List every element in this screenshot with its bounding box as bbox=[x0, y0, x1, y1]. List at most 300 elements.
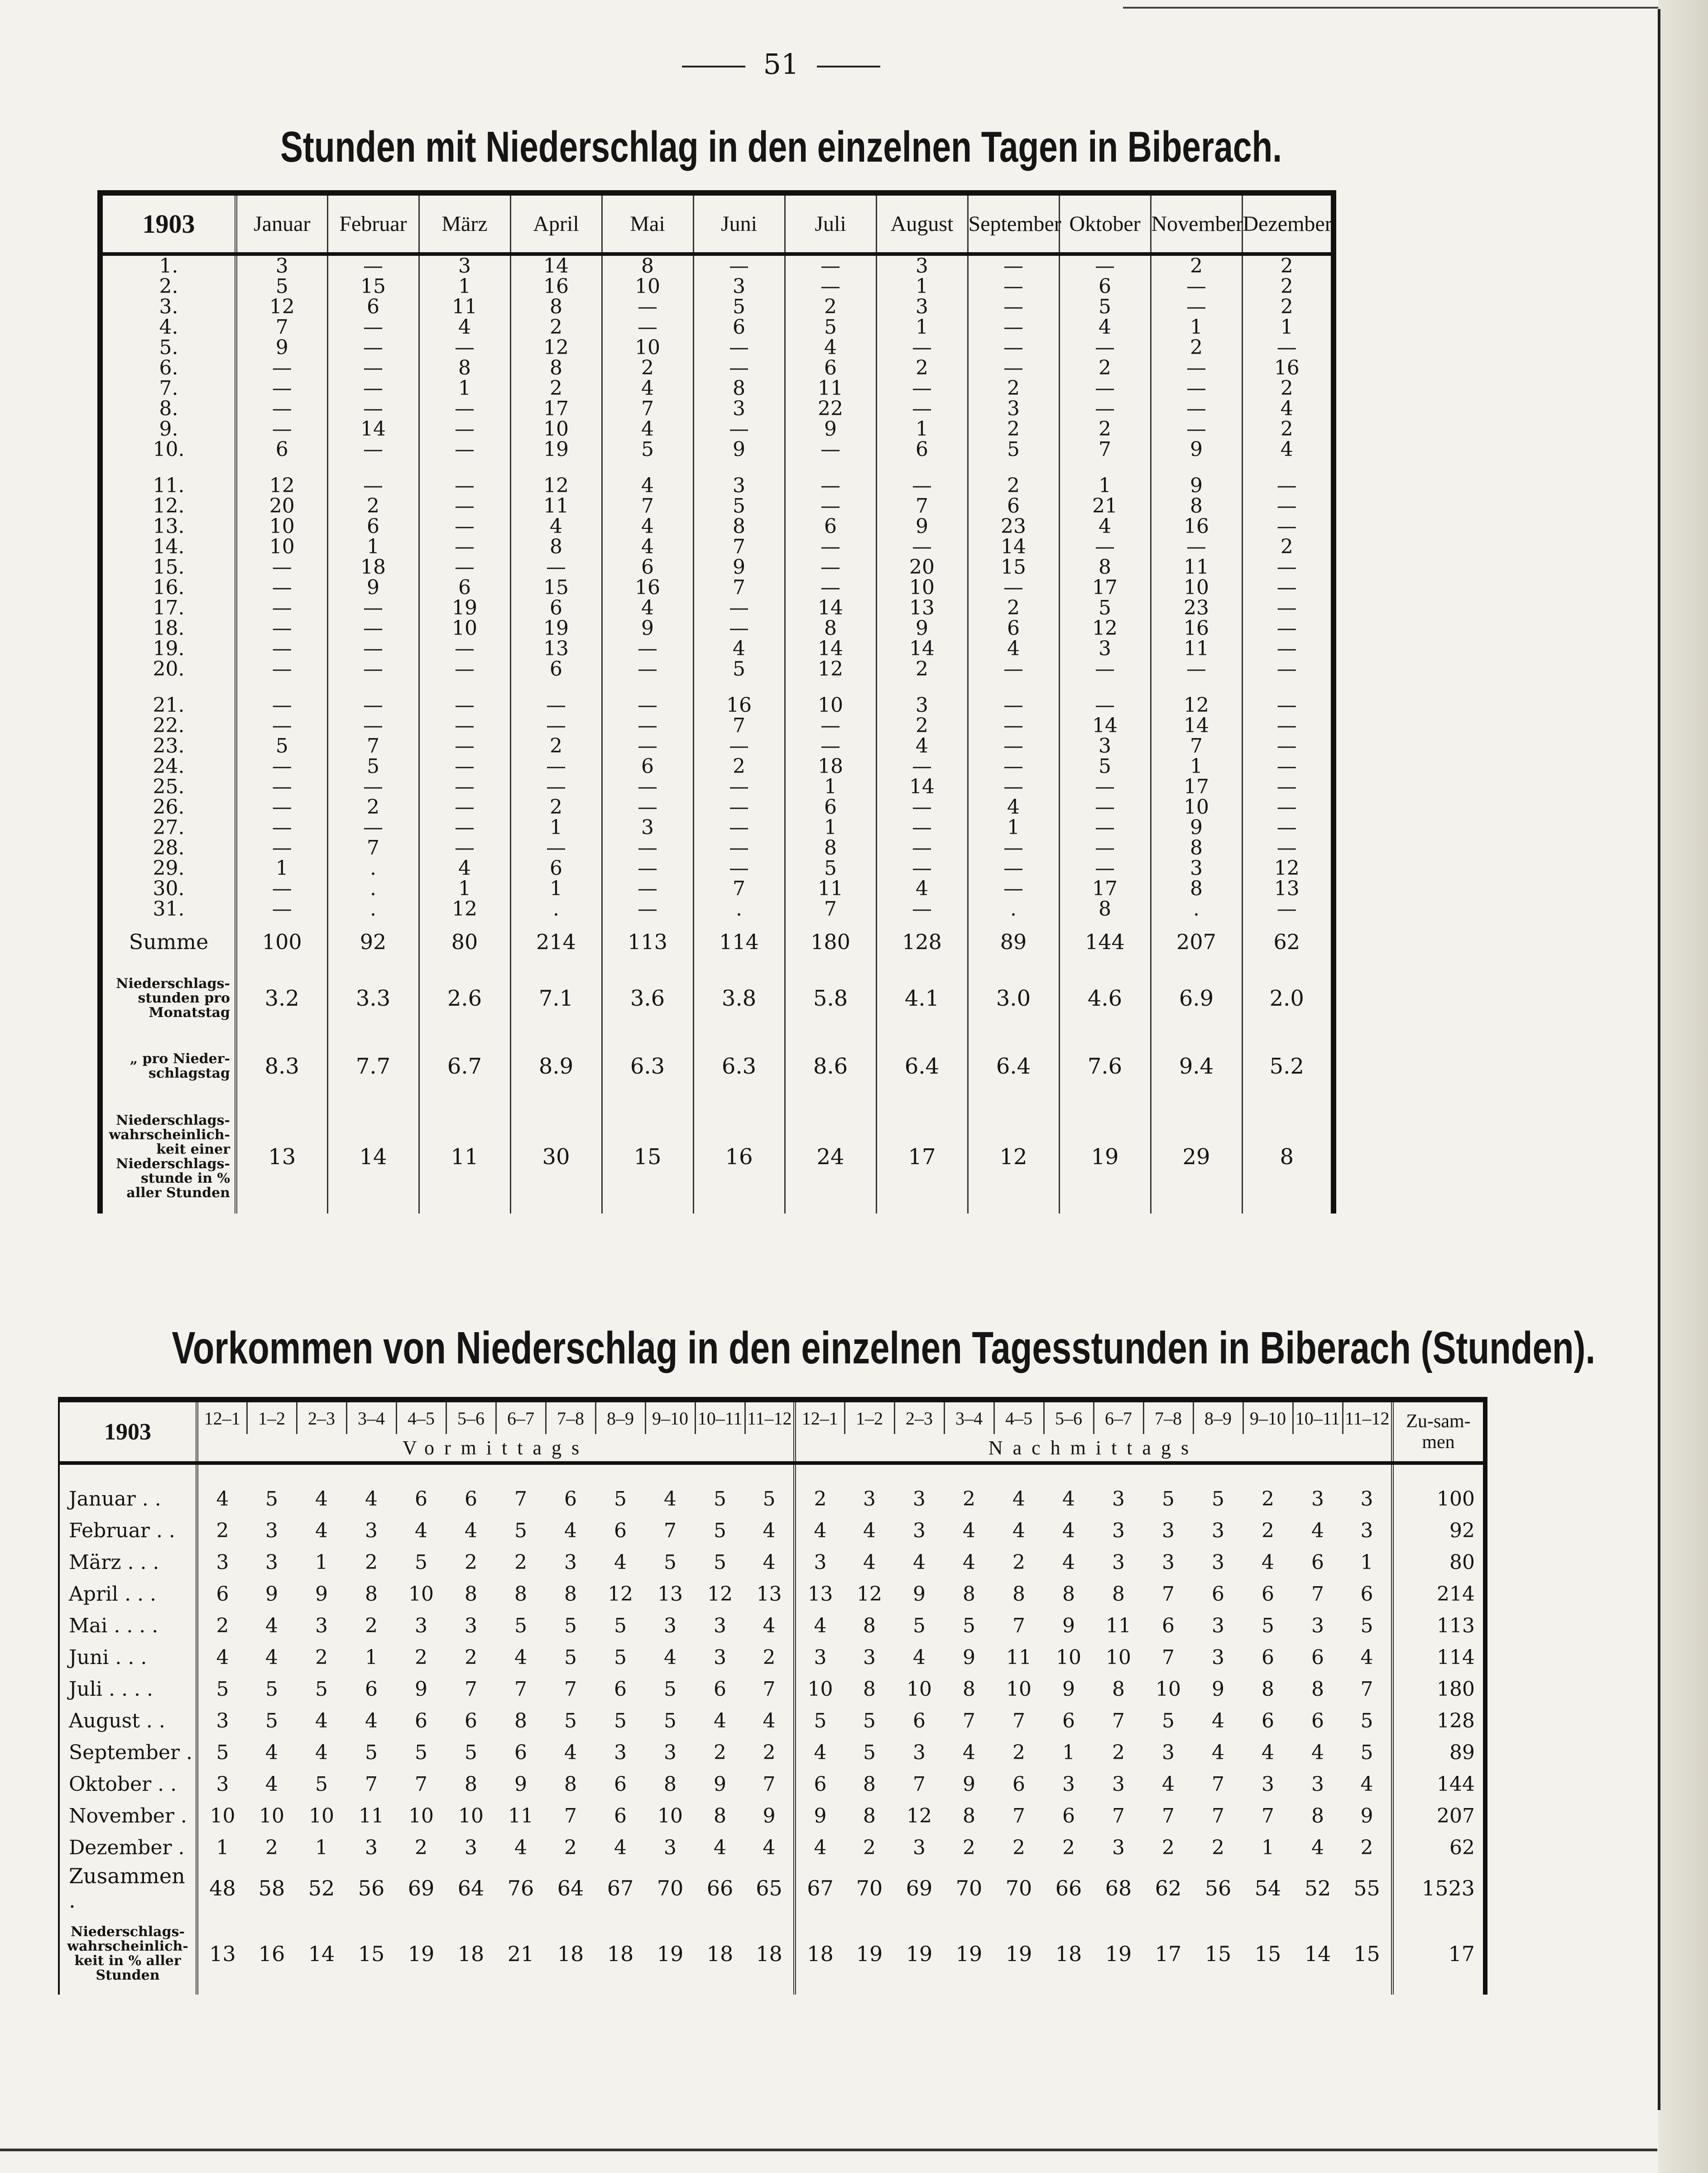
hour-value-cell: 12 bbox=[707, 1582, 733, 1606]
hour-value-cell: 4 bbox=[365, 1487, 378, 1511]
day-value-cell: — bbox=[1059, 817, 1151, 838]
hour-value-cell: 4 bbox=[1311, 1836, 1324, 1859]
day-row bbox=[100, 378, 1334, 398]
probability-row-value: 19 bbox=[657, 1942, 684, 1966]
zusammen-row-value: 58 bbox=[258, 1876, 285, 1900]
day-value-cell: — bbox=[236, 777, 327, 797]
hour-value-cell: 1 bbox=[1062, 1741, 1075, 1764]
hour-value-cell: 3 bbox=[714, 1614, 726, 1637]
day-value-cell: 5 bbox=[693, 297, 785, 317]
table2-hours-row bbox=[59, 1400, 1485, 1434]
day-label: 31. bbox=[100, 899, 236, 919]
day-value-cell: — bbox=[510, 756, 602, 777]
day-value-cell: 2 bbox=[968, 378, 1059, 398]
spacer-cell bbox=[785, 460, 876, 475]
hour-value-cell: 10 bbox=[795, 1673, 844, 1705]
day-value-cell: — bbox=[1059, 695, 1151, 715]
hour-value-cell: 8 bbox=[863, 1677, 876, 1701]
zusammen-row-value: 70 bbox=[657, 1876, 684, 1900]
day-value-cell: 12 bbox=[1242, 858, 1334, 878]
hour-value-cell: 5 bbox=[963, 1614, 975, 1637]
day-value-cell: — bbox=[876, 756, 968, 777]
day-value-cell: — bbox=[1242, 715, 1334, 736]
day-value-cell: 7 bbox=[1059, 439, 1151, 460]
day-value-cell: 4 bbox=[968, 797, 1059, 817]
per-rain-day-row-value: 7.7 bbox=[327, 1032, 419, 1100]
day-value-cell: — bbox=[1059, 797, 1151, 817]
day-value-cell: 2 bbox=[876, 358, 968, 378]
day-value-cell: — bbox=[1242, 756, 1334, 777]
day-value-cell: 10 bbox=[602, 337, 693, 358]
day-value-cell: — bbox=[327, 777, 419, 797]
day-label: 2. bbox=[100, 276, 236, 297]
per-month-day-row-label: Niederschlags-stunden pro Monatstag bbox=[100, 964, 236, 1032]
day-value-cell: 6 bbox=[876, 439, 968, 460]
day-value-cell: 1 bbox=[1242, 317, 1334, 337]
day-value-cell: — bbox=[968, 858, 1059, 878]
day-value-cell: 16 bbox=[693, 695, 785, 715]
day-value-cell: 3 bbox=[693, 398, 785, 419]
day-value-cell: — bbox=[1242, 817, 1334, 838]
day-value-cell: 4 bbox=[602, 419, 693, 439]
day-value-cell: . bbox=[968, 899, 1059, 919]
hour-value-cell: 6 bbox=[1311, 1709, 1324, 1732]
month-row bbox=[59, 1546, 1485, 1578]
day-row bbox=[100, 337, 1334, 358]
hour-value-cell: 9 bbox=[265, 1582, 278, 1606]
day-value-cell: — bbox=[602, 736, 693, 756]
day-value-cell: — bbox=[236, 756, 327, 777]
hour-value-cell: 4 bbox=[963, 1519, 975, 1542]
month-row bbox=[59, 1736, 1485, 1768]
hour-value-cell: 8 bbox=[963, 1582, 975, 1606]
day-value-cell: 18 bbox=[327, 557, 419, 577]
month-header: Dezember bbox=[1242, 193, 1334, 254]
hour-value-cell: 4 bbox=[465, 1519, 477, 1542]
day-value-cell: 1 bbox=[1151, 756, 1242, 777]
day-value-cell: — bbox=[236, 817, 327, 838]
probability-row-value: 19 bbox=[1105, 1942, 1132, 1966]
day-value-cell: — bbox=[876, 858, 968, 878]
probability-row-value: 19 bbox=[955, 1942, 983, 1966]
day-value-cell: 9 bbox=[693, 439, 785, 460]
hour-value-cell: 2 bbox=[863, 1836, 876, 1859]
probability-row-value: 18 bbox=[457, 1942, 485, 1966]
hour-value-cell: 3 bbox=[265, 1550, 278, 1574]
day-value-cell: — bbox=[785, 736, 876, 756]
hour-value-cell: 10 bbox=[1006, 1677, 1032, 1701]
spacer-cell bbox=[876, 679, 968, 695]
day-value-cell: 5 bbox=[693, 659, 785, 679]
hour-value-cell: 12 bbox=[907, 1804, 932, 1828]
table1-body bbox=[100, 254, 1334, 1214]
day-value-cell: 3 bbox=[419, 254, 510, 276]
day-label: 5. bbox=[100, 337, 236, 358]
hour-value-cell: 3 bbox=[1112, 1836, 1125, 1859]
day-value-cell: 14 bbox=[876, 777, 968, 797]
hour-value-cell: 3 bbox=[216, 1772, 229, 1796]
day-value-cell: 10 bbox=[876, 577, 968, 598]
hour-value-cell: 4 bbox=[1162, 1772, 1175, 1796]
day-value-cell: 8 bbox=[510, 537, 602, 557]
hour-value-cell: 9 bbox=[1062, 1677, 1075, 1701]
hour-value-cell: 7 bbox=[1162, 1645, 1175, 1669]
day-label: 27. bbox=[100, 817, 236, 838]
hour-value-cell: 2 bbox=[1262, 1487, 1274, 1511]
zusammen-row-value: 54 bbox=[1254, 1876, 1281, 1900]
day-value-cell: — bbox=[1242, 736, 1334, 756]
day-value-cell: — bbox=[327, 317, 419, 337]
day-value-cell: 4 bbox=[693, 638, 785, 659]
hour-value-cell: 7 bbox=[664, 1519, 676, 1542]
day-value-cell: — bbox=[693, 858, 785, 878]
day-value-cell: 9 bbox=[602, 618, 693, 638]
month-total: 144 bbox=[1392, 1768, 1485, 1800]
hour-value-cell: 2 bbox=[265, 1836, 278, 1859]
hour-value-cell: 10 bbox=[458, 1804, 484, 1828]
vormittags-label: Vormittags bbox=[197, 1434, 795, 1463]
probability-row-value: 24 bbox=[785, 1100, 876, 1214]
day-value-cell: — bbox=[236, 638, 327, 659]
day-value-cell: 2 bbox=[968, 419, 1059, 439]
summe-row-value: 62 bbox=[1242, 919, 1334, 964]
hour-value-cell: 4 bbox=[614, 1550, 627, 1574]
probability-row-value: 15 bbox=[1353, 1942, 1380, 1966]
probability-row-value: 15 bbox=[1204, 1942, 1232, 1966]
spacer-cell bbox=[1059, 460, 1151, 475]
hour-value-cell: 4 bbox=[763, 1550, 776, 1574]
hour-value-cell: 7 bbox=[415, 1772, 427, 1796]
hours-of-day-table bbox=[58, 1397, 1487, 1995]
day-value-cell: — bbox=[1242, 516, 1334, 537]
day-value-cell: — bbox=[968, 878, 1059, 899]
spacer-cell bbox=[785, 679, 876, 695]
probability-row-value: 18 bbox=[756, 1942, 782, 1966]
hour-header: 8–9 bbox=[595, 1400, 645, 1434]
spacer-cell bbox=[1059, 679, 1151, 695]
day-value-cell: 1 bbox=[968, 817, 1059, 838]
day-value-cell: 4 bbox=[602, 537, 693, 557]
hour-value-cell: 12 bbox=[857, 1582, 882, 1606]
hour-value-cell: 2 bbox=[564, 1836, 577, 1859]
day-value-cell: 16 bbox=[1151, 618, 1242, 638]
page-bottom-line bbox=[0, 2149, 1657, 2151]
hour-value-cell: 3 bbox=[913, 1519, 926, 1542]
probability-row-value: 18 bbox=[557, 1942, 584, 1966]
month-row bbox=[59, 1641, 1485, 1673]
day-value-cell: — bbox=[327, 618, 419, 638]
day-value-cell: 4 bbox=[602, 378, 693, 398]
hour-value-cell: 4 bbox=[315, 1741, 328, 1764]
day-value-cell: — bbox=[327, 817, 419, 838]
day-row bbox=[100, 254, 1334, 276]
hour-value-cell: 6 bbox=[514, 1741, 527, 1764]
hour-value-cell: 9 bbox=[514, 1772, 527, 1796]
spacer-cell bbox=[1242, 679, 1334, 695]
day-value-cell: — bbox=[1242, 797, 1334, 817]
day-label: 29. bbox=[100, 858, 236, 878]
hour-value-cell: 9 bbox=[795, 1800, 844, 1832]
hour-value-cell: 9 bbox=[763, 1804, 776, 1828]
hour-value-cell: 4 bbox=[1311, 1741, 1324, 1764]
hour-value-cell: 5 bbox=[265, 1709, 278, 1732]
hour-value-cell: 5 bbox=[863, 1709, 876, 1732]
day-value-cell: 2 bbox=[510, 736, 602, 756]
day-row bbox=[100, 838, 1334, 858]
day-value-cell: 5 bbox=[236, 736, 327, 756]
hour-value-cell: 3 bbox=[714, 1645, 726, 1669]
day-value-cell: 17 bbox=[1059, 878, 1151, 899]
day-value-cell: — bbox=[1151, 378, 1242, 398]
hour-value-cell: 7 bbox=[1262, 1804, 1274, 1828]
hour-value-cell: 9 bbox=[415, 1677, 427, 1701]
day-row bbox=[100, 899, 1334, 919]
hour-value-cell: 4 bbox=[614, 1836, 627, 1859]
spacer-cell bbox=[693, 679, 785, 695]
hour-value-cell: 3 bbox=[1360, 1487, 1373, 1511]
day-value-cell: — bbox=[1151, 358, 1242, 378]
day-row bbox=[100, 557, 1334, 577]
day-value-cell: 12 bbox=[236, 475, 327, 496]
day-value-cell: 7 bbox=[785, 899, 876, 919]
day-value-cell: — bbox=[236, 715, 327, 736]
hour-value-cell: 7 bbox=[564, 1804, 577, 1828]
day-value-cell: — bbox=[327, 439, 419, 460]
day-value-cell: 3 bbox=[968, 398, 1059, 419]
zusammen-row-value: 66 bbox=[1055, 1876, 1082, 1900]
page-edge-line bbox=[1658, 9, 1660, 2110]
hour-value-cell: 6 bbox=[1360, 1582, 1373, 1606]
hour-value-cell: 3 bbox=[913, 1487, 926, 1511]
month-total: 89 bbox=[1392, 1736, 1485, 1768]
day-value-cell: — bbox=[693, 797, 785, 817]
day-value-cell: — bbox=[1059, 398, 1151, 419]
day-value-cell: 3 bbox=[876, 254, 968, 276]
day-value-cell: 6 bbox=[602, 557, 693, 577]
hour-value-cell: 5 bbox=[614, 1709, 627, 1732]
day-value-cell: 13 bbox=[1242, 878, 1334, 899]
hour-value-cell: 4 bbox=[664, 1487, 676, 1511]
hour-value-cell: 12 bbox=[608, 1582, 633, 1606]
zusammen-header: Zu-sam-men bbox=[1392, 1400, 1485, 1463]
day-value-cell: . bbox=[510, 899, 602, 919]
day-value-cell: 14 bbox=[327, 419, 419, 439]
hour-value-cell: 2 bbox=[763, 1741, 776, 1764]
day-value-cell: 8 bbox=[1151, 838, 1242, 858]
hour-value-cell: 4 bbox=[1360, 1772, 1373, 1796]
per-rain-day-row-value: 6.3 bbox=[693, 1032, 785, 1100]
zusammen-row-value: 64 bbox=[557, 1876, 584, 1900]
day-value-cell: 1 bbox=[876, 317, 968, 337]
day-row bbox=[100, 516, 1334, 537]
hour-value-cell: 3 bbox=[365, 1836, 378, 1859]
spacer-cell bbox=[419, 460, 510, 475]
day-value-cell: 13 bbox=[876, 598, 968, 618]
day-value-cell: 5 bbox=[1059, 297, 1151, 317]
month-label: September . bbox=[59, 1736, 197, 1768]
day-value-cell: 15 bbox=[510, 577, 602, 598]
hour-value-cell: 5 bbox=[1360, 1741, 1373, 1764]
hour-value-cell: 2 bbox=[415, 1836, 427, 1859]
day-value-cell: — bbox=[785, 577, 876, 598]
hour-value-cell: 2 bbox=[216, 1614, 229, 1637]
day-value-cell: — bbox=[1151, 659, 1242, 679]
day-value-cell: 7 bbox=[602, 398, 693, 419]
hour-value-cell: 5 bbox=[514, 1614, 527, 1637]
hour-value-cell: 3 bbox=[795, 1546, 844, 1578]
day-label: 15. bbox=[100, 557, 236, 577]
day-value-cell: — bbox=[602, 659, 693, 679]
day-value-cell: 7 bbox=[327, 838, 419, 858]
hour-value-cell: 7 bbox=[1012, 1804, 1025, 1828]
day-value-cell: 16 bbox=[602, 577, 693, 598]
day-value-cell: 1 bbox=[785, 817, 876, 838]
month-total: 62 bbox=[1392, 1832, 1485, 1863]
day-value-cell: 2 bbox=[785, 297, 876, 317]
day-value-cell: — bbox=[419, 838, 510, 858]
probability-row-value: 19 bbox=[1059, 1100, 1151, 1214]
month-total: 113 bbox=[1392, 1610, 1485, 1641]
day-label: 6. bbox=[100, 358, 236, 378]
day-value-cell: 5 bbox=[1059, 598, 1151, 618]
hour-value-cell: 4 bbox=[1012, 1519, 1025, 1542]
day-value-cell: — bbox=[419, 777, 510, 797]
day-value-cell: — bbox=[785, 557, 876, 577]
month-header: November bbox=[1151, 193, 1242, 254]
per-month-day-row-value: 3.8 bbox=[693, 964, 785, 1032]
month-header: Juni bbox=[693, 193, 785, 254]
day-value-cell: 4 bbox=[876, 878, 968, 899]
hour-value-cell: 7 bbox=[1112, 1709, 1125, 1732]
day-value-cell: 14 bbox=[510, 254, 602, 276]
day-value-cell: . bbox=[327, 858, 419, 878]
day-value-cell: — bbox=[1242, 475, 1334, 496]
day-value-cell: — bbox=[236, 358, 327, 378]
hour-header: 4–5 bbox=[396, 1400, 446, 1434]
day-value-cell: 1 bbox=[876, 419, 968, 439]
month-row bbox=[59, 1610, 1485, 1641]
day-value-cell: 3 bbox=[693, 276, 785, 297]
summe-row-value: 128 bbox=[876, 919, 968, 964]
hour-header: 6–7 bbox=[1094, 1400, 1143, 1434]
hour-value-cell: 3 bbox=[1162, 1741, 1175, 1764]
hour-value-cell: 8 bbox=[863, 1804, 876, 1828]
table2-body bbox=[59, 1463, 1485, 1995]
day-value-cell: 9 bbox=[876, 516, 968, 537]
hour-value-cell: 11 bbox=[1006, 1645, 1032, 1669]
hour-value-cell: 3 bbox=[465, 1614, 477, 1637]
hour-value-cell: 3 bbox=[216, 1709, 229, 1732]
day-value-cell: — bbox=[236, 797, 327, 817]
day-value-cell: 6 bbox=[1059, 276, 1151, 297]
day-value-cell: 10 bbox=[419, 618, 510, 638]
month-label: März . . . bbox=[59, 1546, 197, 1578]
day-value-cell: 7 bbox=[693, 537, 785, 557]
day-value-cell: — bbox=[419, 638, 510, 659]
hour-header: 7–8 bbox=[546, 1400, 595, 1434]
day-value-cell: 13 bbox=[510, 638, 602, 659]
day-row bbox=[100, 358, 1334, 378]
day-row bbox=[100, 858, 1334, 878]
hour-value-cell: 4 bbox=[1360, 1645, 1373, 1669]
hour-value-cell: 3 bbox=[614, 1741, 627, 1764]
day-row bbox=[100, 496, 1334, 516]
day-value-cell: 7 bbox=[1151, 736, 1242, 756]
hour-value-cell: 4 bbox=[365, 1709, 378, 1732]
hours-per-day-table bbox=[97, 190, 1336, 1214]
hour-value-cell: 5 bbox=[1212, 1487, 1224, 1511]
month-header: August bbox=[876, 193, 968, 254]
hour-value-cell: 6 bbox=[216, 1582, 229, 1606]
month-label: Dezember . bbox=[59, 1832, 197, 1863]
hour-value-cell: 5 bbox=[863, 1741, 876, 1764]
day-value-cell: — bbox=[1242, 618, 1334, 638]
day-value-cell: — bbox=[693, 358, 785, 378]
day-row bbox=[100, 398, 1334, 419]
hour-header: 5–6 bbox=[446, 1400, 496, 1434]
day-value-cell: 19 bbox=[419, 598, 510, 618]
summe-row-value: 207 bbox=[1151, 919, 1242, 964]
day-row bbox=[100, 439, 1334, 460]
day-value-cell: 10 bbox=[785, 695, 876, 715]
month-label: Juli . . . . bbox=[59, 1673, 197, 1705]
hour-value-cell: 4 bbox=[265, 1741, 278, 1764]
spacer-cell bbox=[876, 460, 968, 475]
day-value-cell: 19 bbox=[510, 618, 602, 638]
day-value-cell: — bbox=[602, 695, 693, 715]
month-total: 214 bbox=[1392, 1578, 1485, 1610]
day-value-cell: 3 bbox=[602, 817, 693, 838]
day-row bbox=[100, 756, 1334, 777]
hour-value-cell: 7 bbox=[465, 1677, 477, 1701]
day-value-cell: — bbox=[1242, 899, 1334, 919]
day-label: 25. bbox=[100, 777, 236, 797]
day-label: 1. bbox=[100, 254, 236, 276]
hour-value-cell: 3 bbox=[1112, 1550, 1125, 1574]
hour-value-cell: 6 bbox=[614, 1804, 627, 1828]
hour-value-cell: 5 bbox=[664, 1709, 676, 1732]
spacer-row bbox=[100, 679, 1334, 695]
month-header: Oktober bbox=[1059, 193, 1151, 254]
per-month-day-row-value: 3.2 bbox=[236, 964, 327, 1032]
day-value-cell: 7 bbox=[876, 496, 968, 516]
day-value-cell: — bbox=[236, 618, 327, 638]
probability-row-value: 16 bbox=[693, 1100, 785, 1214]
month-label: August . . bbox=[59, 1705, 197, 1736]
month-label: Februar . . bbox=[59, 1515, 197, 1546]
hour-value-cell: 5 bbox=[315, 1677, 328, 1701]
day-row bbox=[100, 276, 1334, 297]
hour-value-cell: 9 bbox=[1360, 1804, 1373, 1828]
hour-value-cell: 8 bbox=[564, 1582, 577, 1606]
hour-value-cell: 4 bbox=[795, 1736, 844, 1768]
day-value-cell: 4 bbox=[876, 736, 968, 756]
day-value-cell: — bbox=[1151, 537, 1242, 557]
day-value-cell: 10 bbox=[602, 276, 693, 297]
hour-value-cell: 6 bbox=[1311, 1645, 1324, 1669]
per-rain-day-row-value: 6.3 bbox=[602, 1032, 693, 1100]
probability-row-value: 18 bbox=[795, 1913, 844, 1995]
day-value-cell: 1 bbox=[419, 378, 510, 398]
summe-row-value: 80 bbox=[419, 919, 510, 964]
month-header: Februar bbox=[327, 193, 419, 254]
hour-value-cell: 7 bbox=[1212, 1804, 1224, 1828]
month-total: 114 bbox=[1392, 1641, 1485, 1673]
day-value-cell: 2 bbox=[327, 496, 419, 516]
hour-value-cell: 4 bbox=[763, 1519, 776, 1542]
hour-value-cell: 6 bbox=[913, 1709, 926, 1732]
day-value-cell: — bbox=[236, 378, 327, 398]
